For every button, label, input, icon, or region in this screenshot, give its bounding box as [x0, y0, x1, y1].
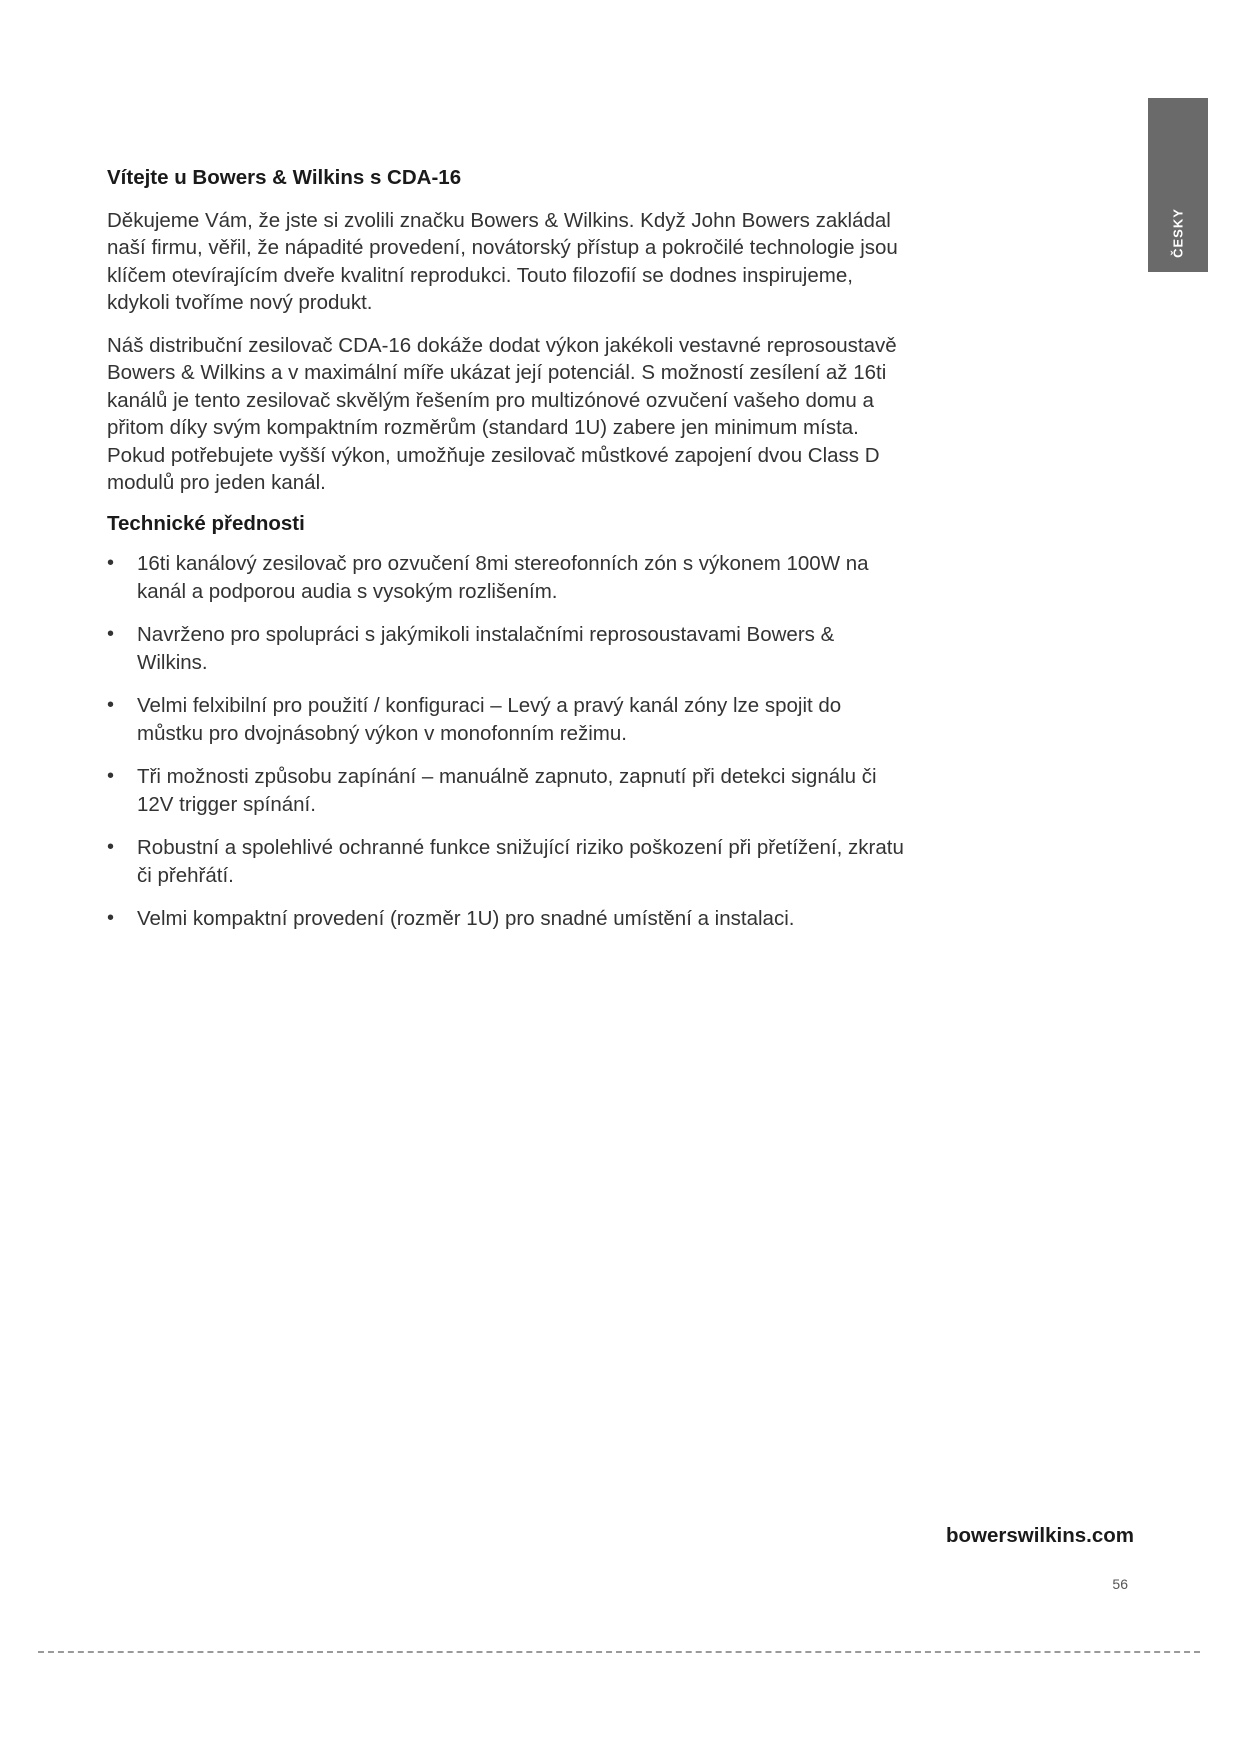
bullet-icon: • [107, 552, 115, 575]
feature-item [107, 550, 907, 605]
language-tab [1148, 98, 1208, 272]
page-number: 56 [1112, 1576, 1128, 1592]
feature-text: Velmi felxibilní pro použití / konfiguraci – Levý a pravý kanál zóny lze spojit do můstku pro dvojnásobný výkon v monofonním režimu. [137, 694, 842, 745]
bullet-icon: • [107, 907, 115, 930]
bullet-icon: • [107, 836, 115, 859]
language-tab-label: ČESKY [1170, 208, 1186, 258]
bullet-icon: • [107, 765, 115, 788]
page-title: Vítejte u Bowers & Wilkins s CDA-16 [107, 166, 462, 189]
feature-text: Navrženo pro spolupráci s jakýmikoli instalačními reprosoustavami Bowers & Wilkins. [137, 623, 835, 674]
intro-paragraph: Děkujeme Vám, že jste si zvolili značku Bowers & Wilkins. Když John Bowers zakládal naší firmu, věřil, že nápadité provedení, novátorský přístup a pokročilé technologie jsou klíčem otevírajícím dveře kvalitní reprodukci. Touto filozofií se dodnes inspirujeme, kdykoli tvoříme nový produkt. [107, 208, 898, 315]
feature-item [107, 763, 907, 818]
feature-text: Robustní a spolehlivé ochranné funkce snižující riziko poškození při přetížení, zkratu či přehřátí. [137, 836, 904, 887]
feature-item [107, 692, 907, 747]
main-content [107, 160, 907, 949]
features-heading: Technické přednosti [107, 511, 305, 535]
feature-text: Velmi kompaktní provedení (rozměr 1U) pro snadné umístění a instalaci. [137, 907, 795, 931]
bottom-divider [38, 1651, 1200, 1653]
feature-item [107, 834, 907, 889]
feature-text: Tři možnosti způsobu zapínání – manuálně zapnuto, zapnutí při detekci signálu či 12V trigger spínání. [137, 765, 877, 816]
feature-item [107, 621, 907, 676]
bullet-icon: • [107, 694, 115, 717]
features-list [107, 550, 907, 933]
feature-text: 16ti kanálový zesilovač pro ozvučení 8mi stereofonních zón s výkonem 100W na kanál a podporou audia s vysokým rozlišením. [137, 552, 869, 603]
feature-item [107, 905, 907, 933]
website-link[interactable]: bowerswilkins.com [946, 1524, 1134, 1547]
product-paragraph: Náš distribuční zesilovač CDA-16 dokáže dodat výkon jakékoli vestavné reprosoustavě Bowers & Wilkins a v maximální míře ukázat její potenciál. S možností zesílení až 16ti kanálů je tento zesilovač skvělým řešením pro multizónové ozvučení vašeho domu a přitom díky svým kompaktním rozměrům (standard 1U) zabere jen minimum místa. Pokud potřebujete vyšší výkon, umožňuje zesilovač můstkové zapojení dvou Class D modulů pro jeden kanál. [107, 333, 897, 495]
bullet-icon: • [107, 623, 115, 646]
